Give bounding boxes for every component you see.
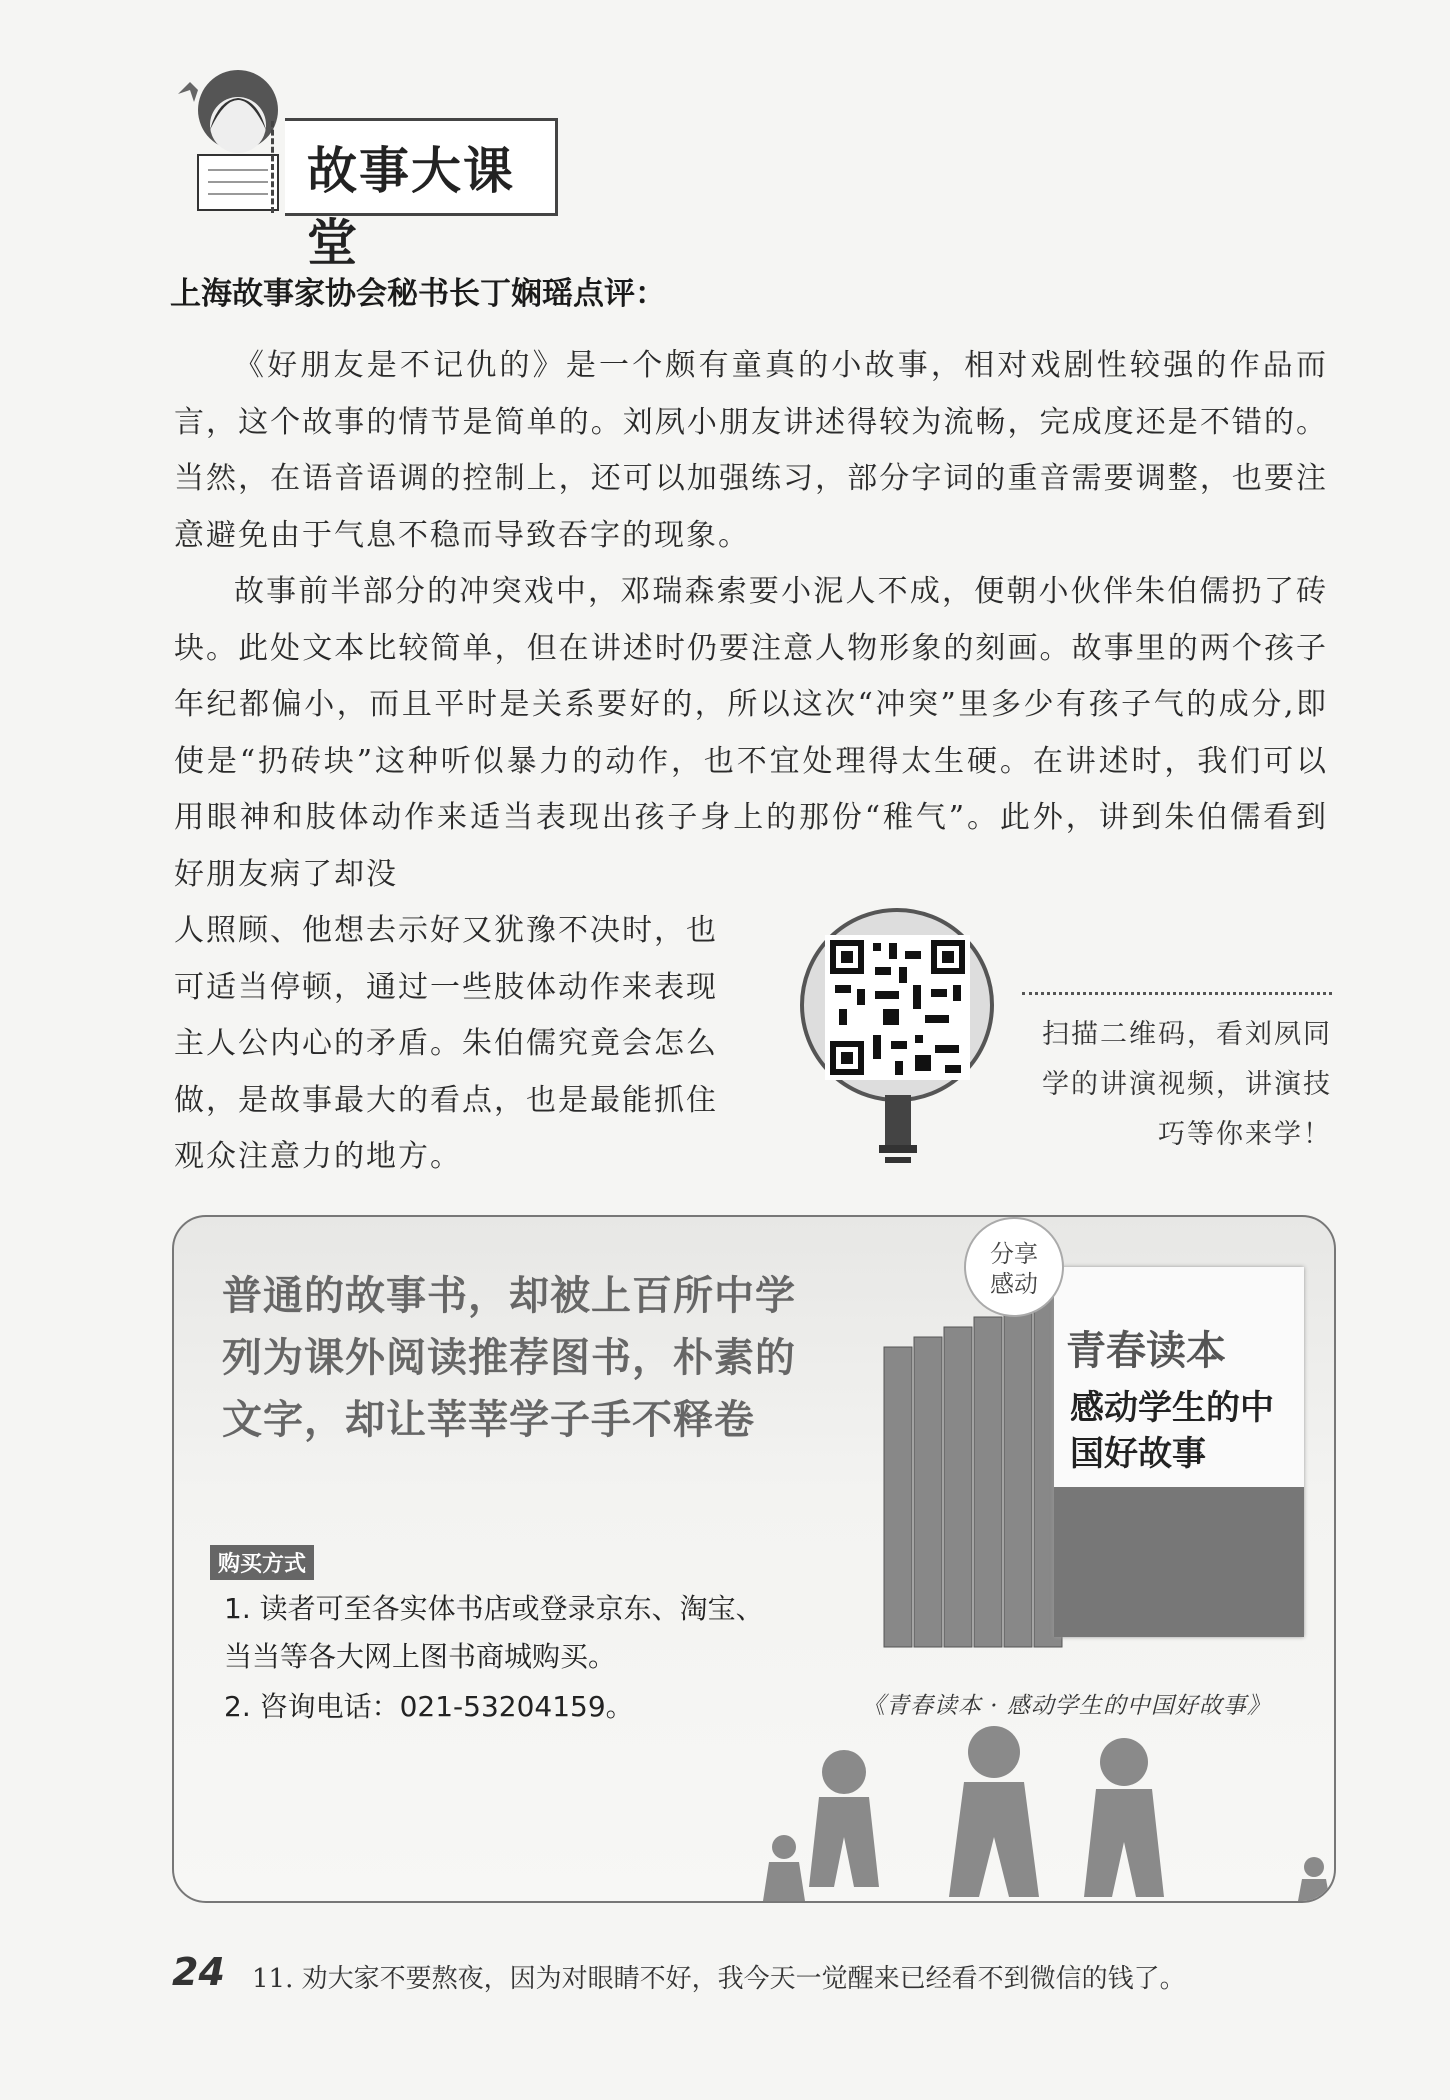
review-paragraph-1: 《好朋友是不记仇的》是一个颇有童真的小故事，相对戏剧性较强的作品而言，这个故事的情节是简单的。刘夙小朋友讲述得较为流畅，完成度还是不错的。当然，在语音语调的控制上，还可以加强练习，部分字词的重音需要调整，也要注意避免由于气息不稳而导致吞字的现象。 — [174, 348, 1328, 553]
book-cover — [1054, 1267, 1304, 1637]
purchase-method-label: 购买方式 — [210, 1545, 314, 1580]
footer-note: 11. 劝大家不要熬夜，因为对眼睛不好，我今天一觉醒来已经看不到微信的钱了。 — [252, 1964, 1186, 1994]
book-title-series: 青春读本 — [1066, 1327, 1226, 1374]
book-caption: 《青春读本 · 感动学生的中国好故事》 — [862, 1693, 1271, 1719]
qr-divider — [1022, 992, 1332, 995]
book-advertisement — [172, 1215, 1336, 1903]
qr-code-lightbulb[interactable] — [795, 905, 1000, 1175]
reviewer-heading: 上海故事家协会秘书长丁娴瑶点评： — [170, 276, 666, 312]
purchase-list — [224, 1585, 784, 1733]
running-children-silhouette — [724, 1697, 1334, 1901]
page-number: 24 — [172, 1950, 225, 1994]
share-badge — [964, 1217, 1064, 1317]
book-title-main: 感动学生的中国好故事 — [1070, 1388, 1274, 1474]
qr-caption: 扫描二维码，看刘夙同学的讲演视频，讲演技巧等你来学！ — [1042, 1019, 1332, 1150]
purchase-item: 1. 读者可至各实体书店或登录京东、淘宝、当当等各大网上图书商城购买。 — [224, 1592, 764, 1673]
section-title: 故事大课堂 — [307, 142, 515, 272]
ad-headline: 普通的故事书，却被上百所中学列为课外阅读推荐图书，朴素的文字，却让莘莘学子手不释卷 — [222, 1272, 796, 1443]
section-title-box — [285, 118, 558, 272]
book-cover-band — [1054, 1487, 1304, 1637]
purchase-item: 2. 咨询电话：021-53204159。 — [224, 1690, 634, 1723]
book-stack-illustration — [874, 1287, 1074, 1667]
review-paragraph-2: 故事前半部分的冲突戏中，邓瑞森索要小泥人不成，便朝小伙伴朱伯儒扔了砖块。此处文本比较简单，但在讲述时仍要注意人物形象的刻画。故事里的两个孩子年纪都偏小，而且平时是关系要好的，所以这次“冲突”里多少有孩子气的成分,即使是“扔砖块”这种听似暴力的动作，也不宜处理得太生硬。在讲述时，我们可以用眼神和肢体动作来适当表现出孩子身上的那份“稚气”。此外，讲到朱伯儒看到好朋友病了却没 — [174, 574, 1328, 892]
share-badge-text: 分享 感动 — [990, 1240, 1038, 1298]
review-paragraph-3: 人照顾、他想去示好又犹豫不决时，也可适当停顿，通过一些肢体动作来表现主人公内心的矛盾。朱伯儒究竟会怎么做，是故事最大的看点，也是最能抓住观众注意力的地方。 — [174, 913, 718, 1174]
